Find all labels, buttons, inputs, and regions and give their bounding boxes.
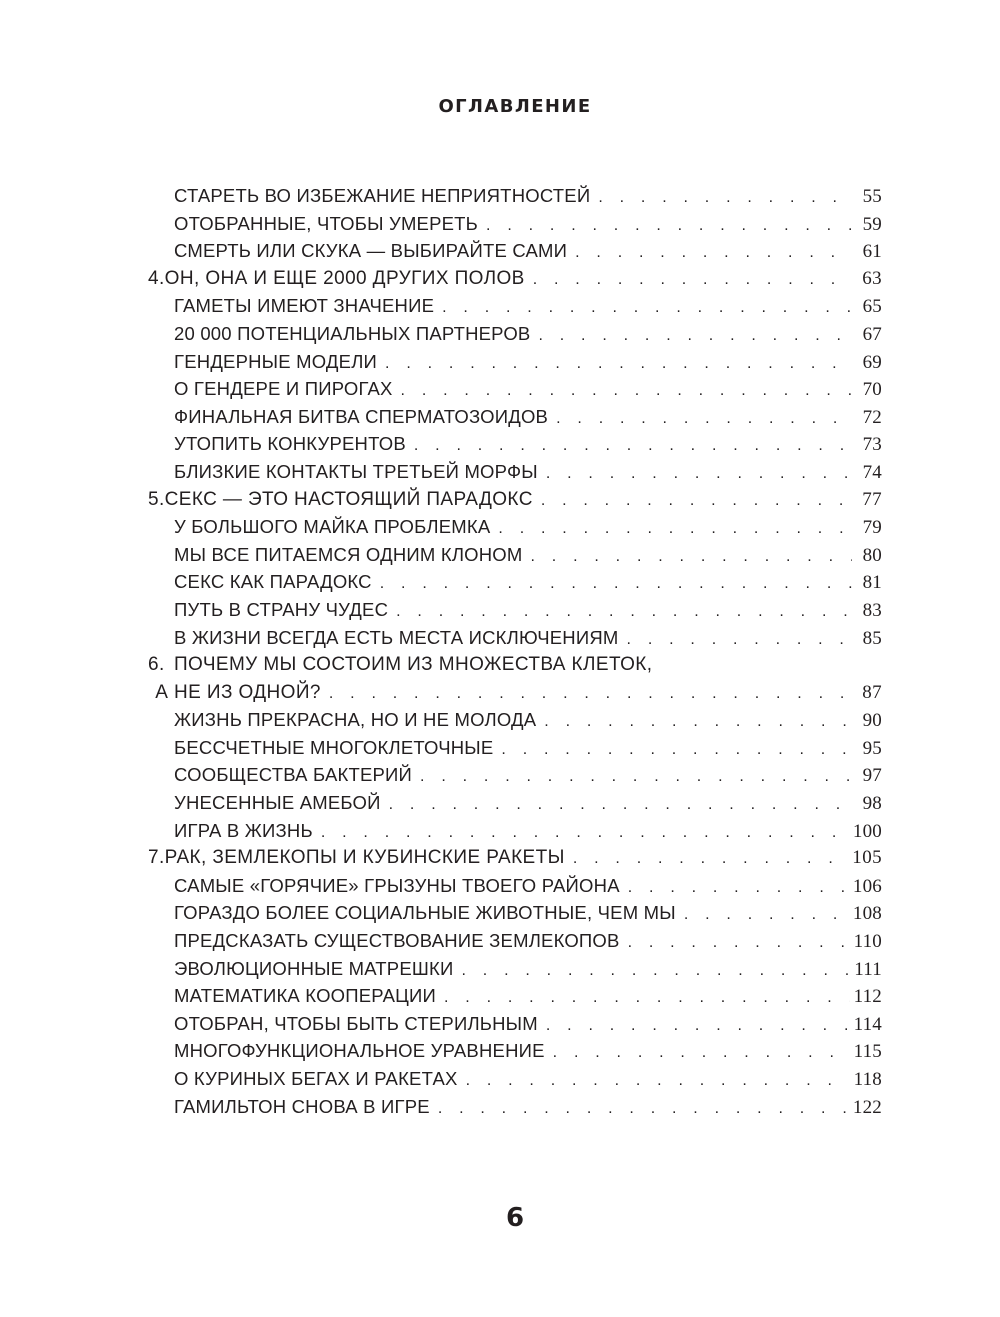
entry-title: ГЕНДЕРНЫЕ МОДЕЛИ xyxy=(174,350,378,372)
toc-section-entry[interactable] xyxy=(148,185,882,213)
entry-page-number: 74 xyxy=(862,461,882,483)
dot-leader xyxy=(442,299,852,317)
dot-leader xyxy=(544,713,852,731)
entry-title: ФИНАЛЬНАЯ БИТВА СПЕРМАТОЗОИДОВ xyxy=(174,405,549,427)
dot-leader xyxy=(575,244,852,262)
chapter-number: 4. xyxy=(148,267,165,289)
toc-section-entry[interactable] xyxy=(148,1013,882,1041)
entry-page-number: 65 xyxy=(862,296,882,318)
page-number: 6 xyxy=(505,1203,525,1233)
entry-page-number: 97 xyxy=(862,765,882,787)
toc-chapter-entry[interactable] xyxy=(148,682,882,710)
toc-chapter-entry[interactable] xyxy=(148,489,882,517)
entry-title: БЕССЧЕТНЫЕ МНОГОКЛЕТОЧНЫЕ xyxy=(174,736,494,758)
dot-leader xyxy=(541,492,852,510)
entry-title: СТАРЕТЬ ВО ИЗБЕЖАНИЕ НЕПРИЯТНОСТЕЙ xyxy=(174,185,591,206)
entry-title: ПУТЬ В СТРАНУ ЧУДЕС xyxy=(174,598,389,620)
entry-page-number: 59 xyxy=(862,213,882,235)
entry-page-number: 63 xyxy=(862,267,882,289)
entry-title: БЛИЗКИЕ КОНТАКТЫ ТРЕТЬЕЙ МОРФЫ xyxy=(174,460,538,482)
toc-section-entry[interactable] xyxy=(148,461,882,489)
toc-section-entry[interactable] xyxy=(148,323,882,351)
dot-leader xyxy=(553,1044,850,1062)
dot-leader xyxy=(628,934,850,952)
entry-page-number: 80 xyxy=(862,544,882,566)
entry-title: СЕКС КАК ПАРАДОКС xyxy=(174,571,372,593)
entry-title: 20 000 ПОТЕНЦИАЛЬНЫХ ПАРТНЕРОВ xyxy=(174,322,531,344)
toc-list xyxy=(148,185,882,1123)
toc-section-entry[interactable] xyxy=(148,571,882,599)
toc-section-entry[interactable] xyxy=(148,930,882,958)
entry-title: ГАМЕТЫ ИМЕЮТ ЗНАЧЕНИЕ xyxy=(174,295,435,317)
entry-title: ПОЧЕМУ МЫ СОСТОИМ ИЗ МНОЖЕСТВА КЛЕТОК, xyxy=(174,654,653,676)
toc-section-entry[interactable] xyxy=(148,240,882,268)
toc-section-entry[interactable] xyxy=(148,213,882,241)
chapter-number: 6. xyxy=(148,654,165,676)
entry-title: ПРЕДСКАЗАТЬ СУЩЕСТВОВАНИЕ ЗЕМЛЕКОПОВ xyxy=(174,930,620,952)
entry-title: ЭВОЛЮЦИОННЫЕ МАТРЕШКИ xyxy=(174,957,454,979)
entry-page-number: 69 xyxy=(862,351,882,373)
toc-chapter-entry[interactable] xyxy=(148,654,882,682)
entry-page-number: 79 xyxy=(862,517,882,539)
dot-leader xyxy=(420,768,852,786)
entry-title: СООБЩЕСТВА БАКТЕРИЙ xyxy=(174,764,413,786)
dot-leader xyxy=(396,603,852,621)
toc-section-entry[interactable] xyxy=(148,544,882,572)
entry-page-number: 77 xyxy=(862,488,882,510)
toc-section-entry[interactable] xyxy=(148,516,882,544)
entry-title: ОН, ОНА И ЕЩЕ 2000 ДРУГИХ ПОЛОВ xyxy=(164,267,525,289)
entry-page-number: 55 xyxy=(862,186,882,207)
entry-title: САМЫЕ «ГОРЯЧИЕ» ГРЫЗУНЫ ТВОЕГО РАЙОНА xyxy=(174,874,620,896)
entry-title: УНЕСЕННЫЕ АМЕБОЙ xyxy=(174,792,381,814)
dot-leader xyxy=(533,271,852,289)
entry-title: О КУРИНЫХ БЕГАХ И РАКЕТАХ xyxy=(174,1068,458,1089)
chapter-number: 7. xyxy=(148,847,165,869)
dot-leader xyxy=(546,465,852,483)
toc-section-entry[interactable] xyxy=(148,1040,882,1068)
dot-leader xyxy=(401,382,852,400)
toc-section-entry[interactable] xyxy=(148,709,882,737)
dot-leader xyxy=(598,189,852,207)
toc-section-entry[interactable] xyxy=(148,351,882,379)
entry-title: УТОПИТЬ КОНКУРЕНТОВ xyxy=(174,433,406,455)
dot-leader xyxy=(389,796,852,814)
entry-title: СМЕРТЬ ИЛИ СКУКА — ВЫБИРАЙТЕ САМИ xyxy=(174,240,568,262)
entry-title: СЕКС — ЭТО НАСТОЯЩИЙ ПАРАДОКС xyxy=(164,488,533,510)
toc-chapter-entry[interactable] xyxy=(148,847,882,875)
entry-page-number: 72 xyxy=(862,406,882,428)
toc-section-entry[interactable] xyxy=(148,406,882,434)
entry-title: В ЖИЗНИ ВСЕГДА ЕСТЬ МЕСТА ИСКЛЮЧЕНИЯМ xyxy=(174,626,619,648)
toc-section-entry[interactable] xyxy=(148,627,882,655)
entry-title: МАТЕМАТИКА КООПЕРАЦИИ xyxy=(174,985,437,1007)
dot-leader xyxy=(538,327,852,345)
chapter-number: 5. xyxy=(148,488,165,510)
dot-leader xyxy=(531,548,852,566)
toc-section-entry[interactable] xyxy=(148,1068,882,1096)
dot-leader xyxy=(462,962,851,980)
entry-title: ЖИЗНЬ ПРЕКРАСНА, НО И НЕ МОЛОДА xyxy=(174,709,537,731)
entry-title: О ГЕНДЕРЕ И ПИРОГАХ xyxy=(174,378,393,400)
entry-page-number: 110 xyxy=(853,931,882,953)
entry-page-number: 83 xyxy=(862,599,882,621)
entry-page-number: 118 xyxy=(853,1069,882,1090)
dot-leader xyxy=(444,989,850,1007)
entry-title: У БОЛЬШОГО МАЙКА ПРОБЛЕМКА xyxy=(174,516,491,538)
dot-leader xyxy=(501,741,852,759)
entry-title: ГАМИЛЬТОН СНОВА В ИГРЕ xyxy=(174,1095,430,1117)
entry-title: МЫ ВСЕ ПИТАЕМСЯ ОДНИМ КЛОНОМ xyxy=(174,543,523,565)
toc-section-entry[interactable] xyxy=(148,378,882,406)
entry-page-number: 61 xyxy=(862,241,882,263)
entry-title: ОТОБРАННЫЕ, ЧТОБЫ УМЕРЕТЬ xyxy=(174,212,479,234)
dot-leader xyxy=(627,631,852,649)
entry-title: ИГРА В ЖИЗНЬ xyxy=(174,819,313,841)
entry-page-number: 67 xyxy=(862,323,882,345)
dot-leader xyxy=(329,685,852,703)
toc-section-entry[interactable] xyxy=(148,958,882,986)
entry-page-number: 81 xyxy=(862,572,882,594)
dot-leader xyxy=(556,410,852,428)
entry-page-number: 112 xyxy=(853,986,882,1008)
entry-page-number: 111 xyxy=(854,958,882,980)
toc-section-entry[interactable] xyxy=(148,792,882,820)
toc-section-entry[interactable] xyxy=(148,764,882,792)
toc-chapter-entry[interactable] xyxy=(148,268,882,296)
toc-section-entry[interactable] xyxy=(148,599,882,627)
entry-page-number: 114 xyxy=(853,1013,882,1035)
toc-section-entry[interactable] xyxy=(148,902,882,930)
entry-title: РАК, ЗЕМЛЕКОПЫ И КУБИНСКИЕ РАКЕТЫ xyxy=(164,847,565,869)
dot-leader xyxy=(628,879,849,897)
entry-page-number: 90 xyxy=(862,710,882,732)
toc-section-entry[interactable] xyxy=(148,737,882,765)
dot-leader xyxy=(466,1072,850,1090)
entry-page-number: 87 xyxy=(862,681,882,703)
entry-page-number: 105 xyxy=(852,847,882,869)
dot-leader xyxy=(414,437,852,455)
dot-leader xyxy=(385,355,852,373)
entry-page-number: 106 xyxy=(852,875,882,897)
toc-section-entry[interactable] xyxy=(148,295,882,323)
toc-section-entry[interactable] xyxy=(148,985,882,1013)
dot-leader xyxy=(438,1100,849,1118)
entry-title: А НЕ ИЗ ОДНОЙ? xyxy=(155,681,321,703)
entry-page-number: 73 xyxy=(862,434,882,456)
entry-title: МНОГОФУНКЦИОНАЛЬНОЕ УРАВНЕНИЕ xyxy=(174,1040,545,1062)
entry-title: ГОРАЗДО БОЛЕЕ СОЦИАЛЬНЫЕ ЖИВОТНЫЕ, ЧЕМ МЫ xyxy=(174,902,676,924)
dot-leader xyxy=(380,575,852,593)
toc-section-entry[interactable] xyxy=(148,875,882,903)
entry-page-number: 100 xyxy=(852,820,882,842)
toc-section-entry[interactable] xyxy=(148,1096,882,1124)
entry-page-number: 122 xyxy=(852,1096,882,1118)
dot-leader xyxy=(573,850,848,868)
entry-page-number: 98 xyxy=(862,793,882,815)
entry-title: ОТОБРАН, ЧТОБЫ БЫТЬ СТЕРИЛЬНЫМ xyxy=(174,1012,538,1034)
toc-section-entry[interactable] xyxy=(148,820,882,848)
entry-page-number: 115 xyxy=(853,1041,882,1063)
dot-leader xyxy=(321,824,849,842)
dot-leader xyxy=(498,520,852,538)
entry-page-number: 95 xyxy=(862,737,882,759)
dot-leader xyxy=(684,906,849,924)
toc-section-entry[interactable] xyxy=(148,433,882,461)
entry-page-number: 85 xyxy=(862,627,882,649)
dot-leader xyxy=(486,217,852,235)
dot-leader xyxy=(546,1017,850,1035)
toc-heading: ОГЛАВЛЕНИЕ xyxy=(438,96,592,117)
entry-page-number: 108 xyxy=(852,903,882,925)
entry-page-number: 70 xyxy=(862,379,882,401)
